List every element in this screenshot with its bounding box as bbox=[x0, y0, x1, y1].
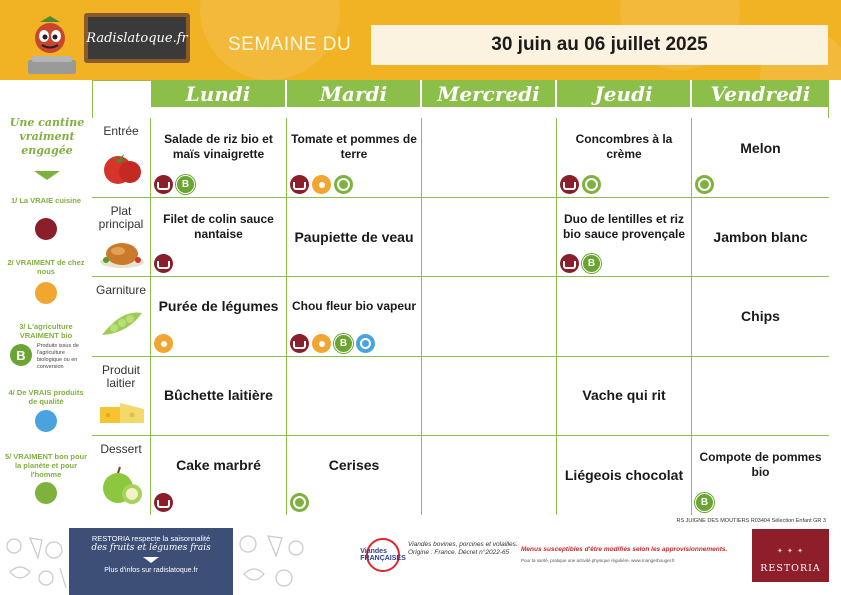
day-header-mardi: Mardi bbox=[287, 80, 422, 107]
menu-cell bbox=[287, 277, 422, 357]
menu-cell bbox=[692, 198, 829, 277]
tagline: Une cantine vraiment engagée bbox=[9, 116, 85, 157]
cooking-pot-icon bbox=[290, 175, 309, 194]
cooking-pot-icon bbox=[290, 334, 309, 353]
label-icons bbox=[290, 493, 309, 512]
menu-cell bbox=[557, 277, 692, 357]
bio-icon: B bbox=[582, 254, 601, 273]
planet-leaf-icon bbox=[334, 175, 353, 194]
cooking-pot-icon bbox=[154, 175, 173, 194]
menu-cell bbox=[422, 118, 557, 198]
menu-cell bbox=[692, 277, 829, 357]
dish-name: Chou fleur bio vapeur bbox=[291, 299, 416, 313]
menu-cell bbox=[692, 436, 829, 515]
menu-cell bbox=[151, 357, 287, 436]
menu-cell bbox=[287, 436, 422, 515]
legend-item-local: 2/ VRAIMENT de chez nous bbox=[7, 258, 85, 276]
dish-name: Duo de lentilles et riz bio sauce provençale bbox=[562, 212, 686, 241]
stars-icon: ✦ ✦ ✦ bbox=[776, 547, 805, 555]
label-icons bbox=[154, 334, 173, 353]
day-header-lundi: Lundi bbox=[151, 80, 287, 107]
bio-icon: B bbox=[334, 334, 353, 353]
row-label-plat bbox=[92, 198, 151, 277]
dish-name: Tomate et pommes de terre bbox=[291, 132, 417, 161]
dish-name: Bûchette laitière bbox=[164, 387, 273, 403]
menu-cell bbox=[692, 357, 829, 436]
apple-icon bbox=[98, 464, 146, 508]
restoria-logo bbox=[752, 529, 829, 582]
dish-name: Compote de pommes bio bbox=[699, 450, 822, 479]
row-label-garniture bbox=[92, 277, 151, 357]
menu-cell bbox=[422, 277, 557, 357]
menu-cell bbox=[557, 198, 692, 277]
row-label-entree bbox=[92, 118, 151, 198]
dish-name: Cake marbré bbox=[176, 457, 261, 473]
day-header-vendredi: Vendredi bbox=[692, 80, 829, 107]
dish-name: Purée de légumes bbox=[158, 298, 279, 314]
tagline-arrow bbox=[34, 171, 60, 180]
map-pin-icon bbox=[154, 334, 173, 353]
label-icons bbox=[154, 175, 195, 194]
menu-cell bbox=[287, 198, 422, 277]
menu-cell bbox=[287, 357, 422, 436]
menu-cell bbox=[151, 436, 287, 515]
menu-cell bbox=[557, 436, 692, 515]
label-icons bbox=[695, 175, 714, 194]
label-icons bbox=[695, 493, 714, 512]
cooking-pot-icon bbox=[35, 218, 57, 240]
vegetable-doodles-icon bbox=[232, 528, 312, 595]
row-label-text: Produit laitier bbox=[101, 363, 141, 390]
dish-name: Vache qui rit bbox=[582, 387, 666, 403]
down-arrow-icon bbox=[143, 557, 159, 563]
dish-name: Jambon blanc bbox=[713, 229, 808, 245]
menu-cell bbox=[151, 277, 287, 357]
menu-cell bbox=[557, 118, 692, 198]
planet-leaf-icon bbox=[582, 175, 601, 194]
row-label-dessert bbox=[92, 436, 151, 515]
bio-icon: B bbox=[10, 344, 32, 366]
seasonality-line2: des fruits et légumes frais bbox=[91, 543, 211, 553]
legend-item-quality: 4/ De VRAIS produits de qualité bbox=[8, 388, 84, 406]
planet-leaf-icon bbox=[35, 482, 57, 504]
menu-cell bbox=[287, 118, 422, 198]
dish-name: Filet de colin sauce nantaise bbox=[163, 212, 274, 241]
menu-cell bbox=[422, 357, 557, 436]
menu-cell bbox=[557, 357, 692, 436]
dish-name: Concombres à la crème bbox=[575, 132, 673, 161]
label-icons bbox=[560, 175, 601, 194]
legend-item-bio: 3/ L'agriculture VRAIMENT bio bbox=[19, 322, 73, 340]
health-notice: Pour ta santé, pratique une activité physique régulière. www.mangerbouger.fr bbox=[521, 558, 675, 563]
dish-name: Paupiette de veau bbox=[294, 229, 414, 245]
label-icons bbox=[290, 334, 375, 353]
viandes-francaises-logo: Viandes FRANÇAISES bbox=[366, 538, 400, 572]
bio-icon: B bbox=[176, 175, 195, 194]
day-header-mercredi: Mercredi bbox=[422, 80, 557, 107]
legend-item-cuisine: 1/ La VRAIE cuisine bbox=[10, 196, 82, 205]
quality-medal-icon bbox=[356, 334, 375, 353]
cooking-pot-icon bbox=[560, 254, 579, 273]
week-label: SEMAINE DU bbox=[228, 34, 352, 55]
planet-leaf-icon bbox=[290, 493, 309, 512]
cooking-pot-icon bbox=[154, 254, 173, 273]
dish-name: Cerises bbox=[328, 457, 380, 473]
menu-change-notice: Menus susceptibles d'être modifiés selon les approvisionnements. bbox=[521, 546, 728, 553]
planet-leaf-icon bbox=[695, 175, 714, 194]
dish-name: Liégeois chocolat bbox=[564, 467, 684, 483]
bio-note: Produits issus de l'agriculture biologique ou en conversion bbox=[37, 343, 79, 370]
dish-name: Salade de riz bio et maïs vinaigrette bbox=[164, 132, 273, 161]
map-pin-icon bbox=[35, 282, 57, 304]
site-reference: RS JUIGNE DES MOUTIERS R03404 Sélection Enfant GR 3 bbox=[676, 518, 826, 524]
map-pin-icon bbox=[312, 175, 331, 194]
peas-icon bbox=[98, 305, 146, 345]
row-label-text: Plat principal bbox=[98, 204, 144, 231]
restoria-logo-text: RESTORIA bbox=[760, 563, 821, 574]
legend-item-planet: 5/ VRAIMENT bon pour la planète et pour l'homme bbox=[4, 452, 88, 479]
day-header-jeudi: Jeudi bbox=[557, 80, 692, 107]
menu-cell bbox=[151, 118, 287, 198]
tomato-icon bbox=[100, 144, 144, 188]
vegetable-doodles-icon bbox=[0, 528, 70, 595]
dish-name: Chips bbox=[741, 308, 780, 324]
quality-medal-icon bbox=[35, 410, 57, 432]
cooking-pot-icon bbox=[560, 175, 579, 194]
menu-cell bbox=[151, 198, 287, 277]
menu-cell bbox=[422, 198, 557, 277]
label-icons bbox=[154, 254, 173, 273]
bio-icon: B bbox=[695, 493, 714, 512]
menu-cell bbox=[422, 436, 557, 515]
map-pin-icon bbox=[312, 334, 331, 353]
row-label-text: Entrée bbox=[103, 124, 139, 138]
seasonality-banner bbox=[69, 528, 233, 595]
row-label-laitier bbox=[92, 357, 151, 436]
meat-origin-text: Viandes bovines, porcines et volailles. Origine : France. Décret n°2022-65 bbox=[408, 541, 518, 556]
roast-chicken-icon bbox=[98, 238, 146, 270]
date-range: 30 juin au 06 juillet 2025 bbox=[371, 25, 828, 65]
cooking-pot-icon bbox=[154, 493, 173, 512]
menu-cell bbox=[692, 118, 829, 198]
label-icons bbox=[560, 254, 601, 273]
seasonality-link[interactable]: Plus d'infos sur radislatoque.fr bbox=[104, 567, 198, 574]
cheese-icon bbox=[98, 397, 146, 427]
row-label-text: Garniture bbox=[95, 283, 147, 297]
label-icons bbox=[290, 175, 353, 194]
brand-chalkboard: Radislatoque.fr bbox=[84, 13, 190, 63]
dish-name: Melon bbox=[740, 140, 781, 156]
row-label-text: Dessert bbox=[100, 442, 142, 456]
label-icons bbox=[154, 493, 173, 512]
seasonality-line1: RESTORIA respecte la saisonnalité bbox=[91, 534, 211, 543]
radish-mascot-icon bbox=[20, 14, 84, 78]
